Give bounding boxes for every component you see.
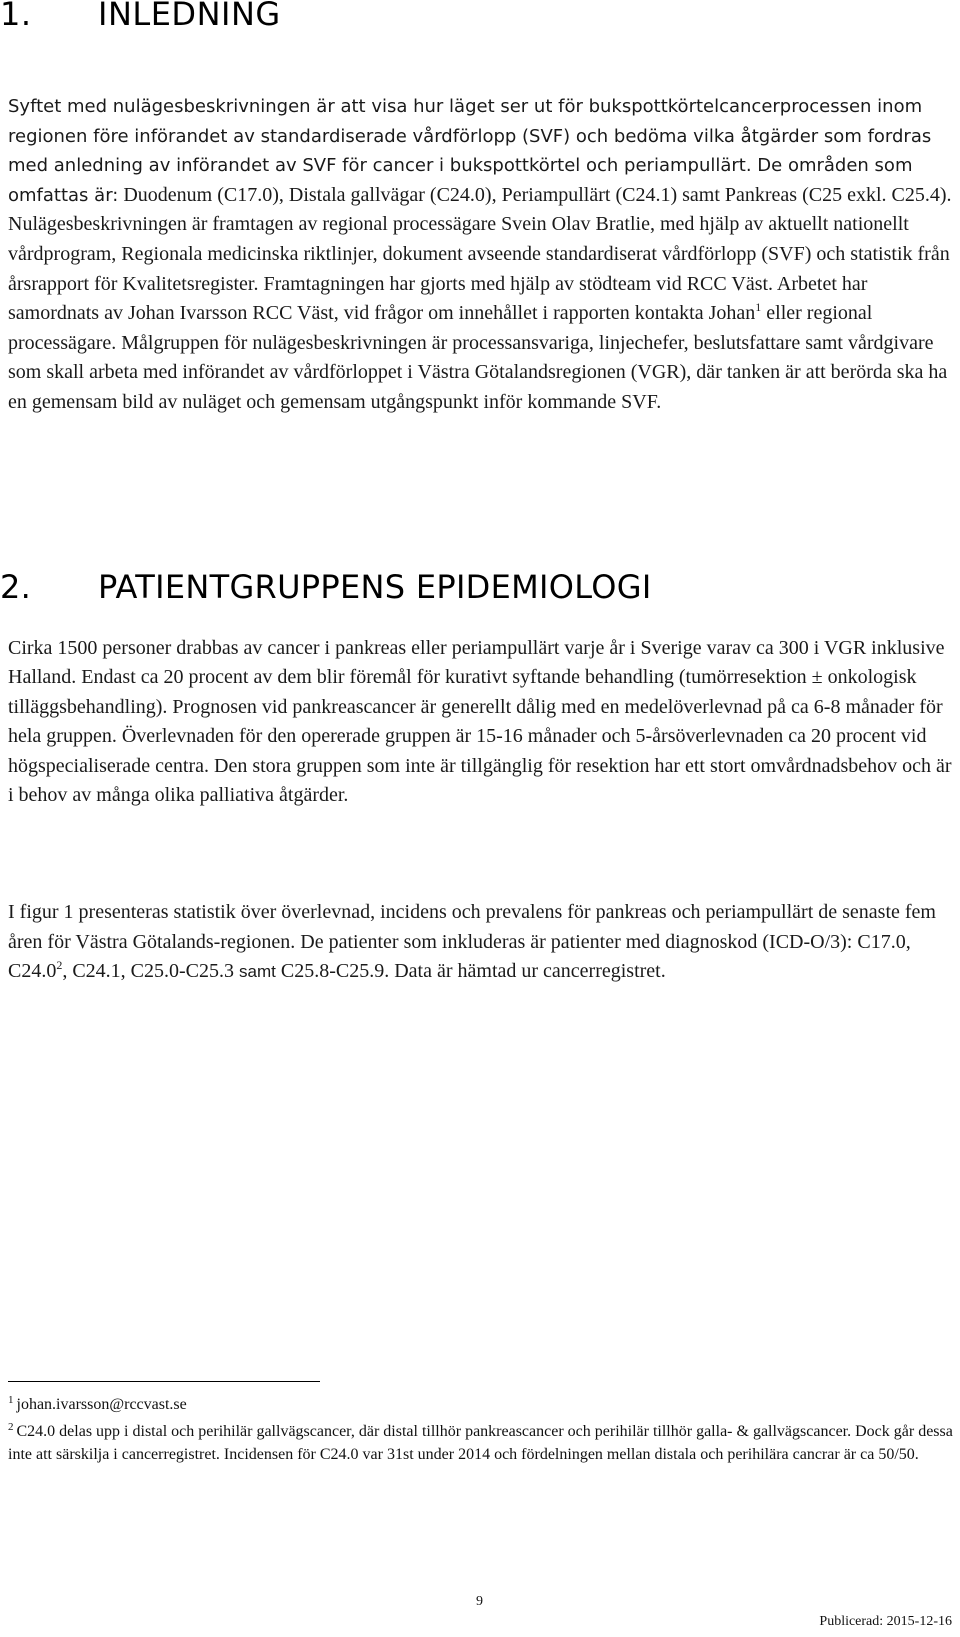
footnote-separator: [8, 1381, 320, 1382]
section-1-number: 1.: [0, 0, 32, 33]
section-1-title: INLEDNING: [98, 0, 281, 33]
footnote-ref-2: 2: [56, 958, 63, 972]
figure-text-samt: samt: [239, 962, 276, 981]
section-2-heading: [0, 566, 652, 608]
figure-text-part-3: C25.8-C25.9. Data är hämtad ur cancerregistret.: [275, 960, 666, 982]
epidemiology-paragraph: Cirka 1500 personer drabbas av cancer i pankreas eller periampullärt varje år i Sverige varav ca 300 i VGR inklusive Halland. Endast ca 20 procent av dem blir föremål för kurativt syftande behandling (tumörresektion ± onkologisk tilläggsbehandling). Prognosen vid pankreascancer är generellt dålig med en medelöverlevnad på ca 6-8 månader för hela gruppen. Överlevnaden för den opererade gruppen är 15-16 månader och 5-årsöverlevnaden ca 20 procent vid högspecialiserade centra. Den stora gruppen som inte är tillgänglig för resektion har ett stort omvårdnadsbehov och är i behov av många olika palliativa åtgärder.: [8, 637, 952, 807]
intro-text-part-3: eller regional processägare. Målgruppen för nulägesbeskrivningen är processansvariga, linjechefer, beslutsfattare samt vårdgivare som skall arbeta med införandet av vårdförloppet i Västra Götalandsregionen (VGR), där tanken är att berörda ska ha en gemensam bild av nuläget och gemensam utgångspunkt inför kommande SVF.: [8, 302, 948, 413]
footnote-2-mark: 2: [8, 1421, 14, 1433]
page-number: 9: [476, 1594, 483, 1609]
figure-text-part-2: , C24.1, C25.0-C25.3: [62, 960, 240, 982]
footnote-1-mark: 1: [8, 1394, 14, 1406]
footnote-2-text: C24.0 delas upp i distal och perihilär gallvägscancer, där distal tillhör pankreascancer och perihilär tillhör galla- & gallvägscancer. Dock går dessa inte att särskilja i cancerregistret. Incidensen för C24.0 var 31st under 2014 och fördelningen mellan distala och perihilära cancrar är ca 50/50.: [8, 1423, 953, 1463]
footnote-1-text: johan.ivarsson@rccvast.se: [16, 1396, 187, 1413]
intro-text-part-2: Duodenum (C17.0), Distala gallvägar (C24.0), Periampullärt (C24.1) samt Pankreas (C25 exkl. C25.4). Nulägesbeskrivningen är framtagen av regional processägare Svein Olav Bratlie, med hjälp av aktuellt nationellt vårdprogram, Regionala medicinska riktlinjer, dokument avseende standardiserat vårdförlopp (SVF) och statistik från årsrapport för Kvalitetsregister. Framtagningen har gjorts med hjälp av stödteam vid RCC Väst. Arbetet har samordnats av Johan Ivarsson RCC Väst, vid frågor om innehållet i rapporten kontakta Johan: [8, 183, 952, 325]
intro-text-part-1: Syftet med nulägesbeskrivningen är att visa hur läget ser ut för bukspottkörtelcancerprocessen inom regionen före införandet av standardiserade vårdförlopp (SVF) och bedöma vilka åtgärder som fordras med anledning av införandet av SVF för cancer i bukspottkörtel och periampullärt. De områden som omfattas är:: [8, 96, 932, 206]
footnote-1: [8, 1393, 953, 1416]
section-1-heading: [0, 0, 281, 34]
figure-intro-paragraph: [8, 898, 953, 987]
section-2-number: 2.: [0, 568, 32, 606]
footnote-2: [8, 1420, 953, 1466]
intro-paragraph: [8, 92, 953, 418]
figure-text-part-1: I figur 1 presenteras statistik över överlevnad, incidens och prevalens för pankreas och periampullärt de senaste fem åren för Västra Götalands-regionen. De patienter som inkluderas är patienter med diagnoskod (ICD-O/3): C17.0, C24.0: [8, 901, 936, 982]
published-date: Publicerad: 2015-12-16: [819, 1614, 952, 1629]
footnote-ref-1: 1: [755, 300, 762, 315]
section-2-title: PATIENTGRUPPENS EPIDEMIOLOGI: [98, 568, 652, 606]
footnotes: [8, 1393, 953, 1470]
